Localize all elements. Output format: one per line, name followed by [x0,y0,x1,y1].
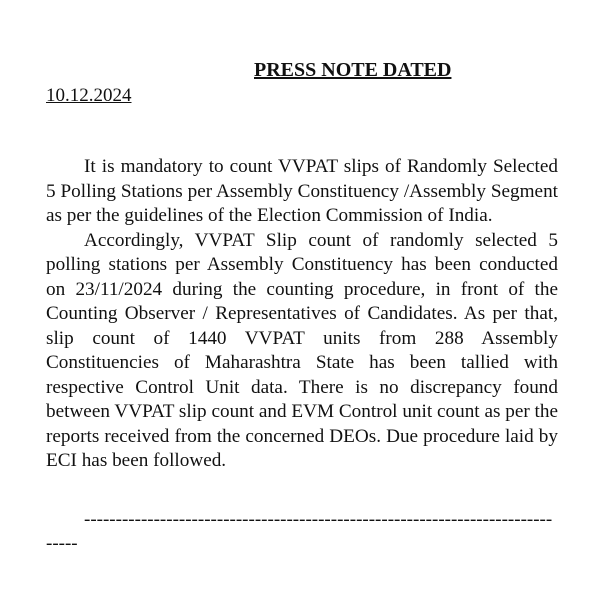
press-note-title: PRESS NOTE DATED [254,59,452,81]
paragraph-count-conducted: Accordingly, VVPAT Slip count of randomly selected 5 polling stations per Assembly Constituency has been conducted on 23/11/2024 during the counting procedure, in front of the Counting Observer / Representatives of Candidates. As per that, slip count of 1440 VVPAT units from 288 Assembly Constituencies of Maharashtra State has been tallied with respective Control Unit data. There is no discrepancy found between VVPAT slip count and EVM Control unit count as per the reports received from the concerned DEOs. Due procedure laid by ECI has been followed. [46,229,558,471]
press-note-date: 10.12.2024 [46,85,132,106]
closing-dashed-rule: ------------------------------------------------------------------------------- [46,508,553,554]
press-note-document [46,56,558,556]
paragraph-mandatory-count: It is mandatory to count VVPAT slips of Randomly Selected 5 Polling Stations per Assembly Constituency /Assembly Segment as per the guidelines of the Election Commission of India. [46,156,558,226]
